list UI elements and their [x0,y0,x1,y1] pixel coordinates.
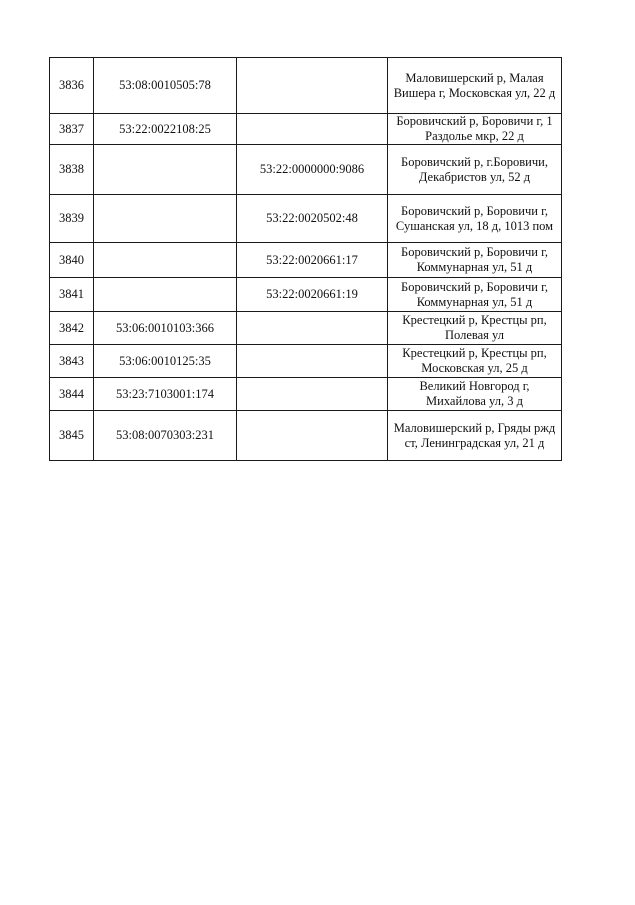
cadastral-number-building: 53:22:0020502:48 [237,195,388,243]
cadastral-number-land: 53:22:0022108:25 [94,114,237,145]
address-cell: Великий Новгород г, Михайлова ул, 3 д [388,378,562,411]
table-row [50,195,562,243]
address-cell: Маловишерский р, Малая Вишера г, Московская ул, 22 д [388,58,562,114]
cadastral-number-building: 53:22:0000000:9086 [237,145,388,195]
cadastral-number-building [237,378,388,411]
row-number: 3840 [50,243,94,278]
row-number: 3837 [50,114,94,145]
row-number: 3843 [50,345,94,378]
row-number: 3845 [50,411,94,461]
table-row [50,243,562,278]
row-number: 3844 [50,378,94,411]
cadastral-number-building: 53:22:0020661:19 [237,278,388,312]
cadastral-number-building [237,345,388,378]
address-cell: Боровичский р, Боровичи г, Коммунарная ул, 51 д [388,278,562,312]
cadastral-number-land [94,195,237,243]
row-number: 3839 [50,195,94,243]
row-number: 3838 [50,145,94,195]
address-cell: Боровичский р, г.Боровичи, Декабристов ул, 52 д [388,145,562,195]
address-cell: Крестецкий р, Крестцы рп, Полевая ул [388,312,562,345]
cadastral-number-land: 53:06:0010125:35 [94,345,237,378]
table-row [50,345,562,378]
row-number: 3836 [50,58,94,114]
cadastral-number-building [237,411,388,461]
table-row [50,378,562,411]
cadastral-number-building [237,312,388,345]
cadastral-number-land: 53:23:7103001:174 [94,378,237,411]
table-row [50,114,562,145]
cadastral-number-land [94,278,237,312]
table-row [50,278,562,312]
address-cell: Боровичский р, Боровичи г, Сушанская ул, 18 д, 1013 пом [388,195,562,243]
cadastral-number-building [237,58,388,114]
row-number: 3841 [50,278,94,312]
address-cell: Крестецкий р, Крестцы рп, Московская ул, 25 д [388,345,562,378]
cadastral-number-building [237,114,388,145]
cadastral-number-land: 53:06:0010103:366 [94,312,237,345]
address-cell: Маловишерский р, Гряды ржд ст, Ленинградская ул, 21 д [388,411,562,461]
cadastral-number-land: 53:08:0070303:231 [94,411,237,461]
table-row [50,312,562,345]
table-row [50,58,562,114]
address-cell: Боровичский р, Боровичи г, 1 Раздолье мкр, 22 д [388,114,562,145]
table-row [50,411,562,461]
cadastral-number-land [94,243,237,278]
row-number: 3842 [50,312,94,345]
address-cell: Боровичский р, Боровичи г, Коммунарная ул, 51 д [388,243,562,278]
table-row [50,145,562,195]
cadastral-number-building: 53:22:0020661:17 [237,243,388,278]
cadastral-number-land: 53:08:0010505:78 [94,58,237,114]
cadastral-number-land [94,145,237,195]
property-registry-table [49,57,562,461]
